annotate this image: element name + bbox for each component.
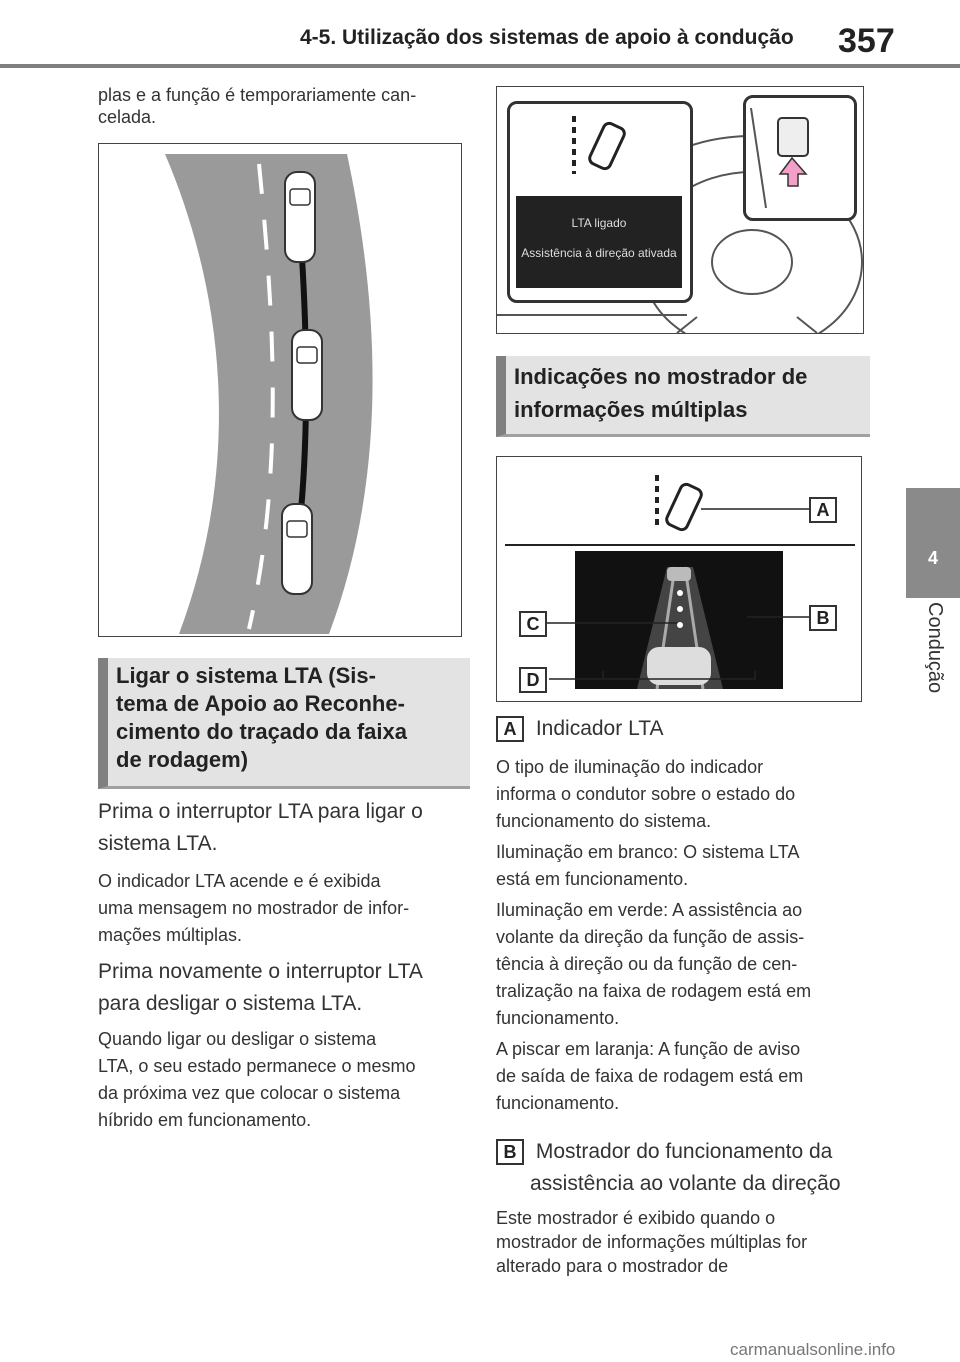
desc-line: mostrador de informações múltiplas for: [496, 1232, 808, 1252]
lta-indicator-icon: [510, 104, 690, 184]
step-line: Prima novamente o interruptor LTA: [98, 960, 423, 983]
desc-line: de saída de faixa de rodagem está em: [496, 1066, 804, 1086]
steering-wheel-illustration: [496, 86, 864, 334]
callout-b: B: [809, 605, 837, 631]
callout-a: A: [809, 497, 837, 523]
multi-info-display-drawing: [497, 457, 861, 701]
desc-line: tência à direção ou da função de cen-: [496, 954, 798, 974]
display-message-panel: [516, 196, 682, 288]
desc-line: A piscar em laranja: A função de aviso: [496, 1039, 801, 1059]
heading-line: informações múltiplas: [514, 397, 748, 422]
callout-c: C: [519, 611, 547, 637]
desc-line: está em funcionamento.: [496, 869, 689, 889]
watermark: carmanualsonline.info: [730, 1340, 896, 1359]
step-2: [98, 956, 423, 1020]
desc-line: O tipo de iluminação do indicador: [496, 757, 764, 777]
desc-line: tralização na faixa de rodagem está em: [496, 981, 812, 1001]
step-1-note: [98, 868, 409, 949]
callout-a-label: A: [496, 716, 524, 742]
note-line: mações múltiplas.: [98, 925, 243, 945]
item-a-title: Indicador LTA: [535, 717, 664, 740]
heading-line: cimento do traçado da faixa: [116, 719, 407, 744]
step-2-note: [98, 1026, 416, 1134]
desc-line: volante da direção da função de assis-: [496, 927, 805, 947]
note-line: da próxima vez que colocar o sistema: [98, 1083, 401, 1103]
heading-line: tema de Apoio ao Reconhe-: [116, 691, 405, 716]
car-icon: [292, 330, 322, 420]
item-b-description: [496, 1206, 807, 1278]
heading-line: de rodagem): [116, 747, 249, 772]
note-line: LTA, o seu estado permanece o mesmo: [98, 1056, 416, 1076]
note-line: híbrido em funcionamento.: [98, 1110, 312, 1130]
road-illustration: [98, 143, 462, 637]
intro-text: [98, 84, 416, 128]
chapter-tab: [906, 488, 960, 598]
note-line: O indicador LTA acende e é exibida: [98, 871, 381, 891]
item-b-title-line: assistência ao volante da direção: [530, 1172, 841, 1196]
note-line: uma mensagem no mostrador de infor-: [98, 898, 410, 918]
desc-line: funcionamento do sistema.: [496, 811, 712, 831]
car-icon: [285, 172, 315, 262]
step-1: [98, 796, 423, 860]
lta-switch-icon: [746, 98, 854, 218]
desc-line: Iluminação em branco: O sistema LTA: [496, 842, 800, 862]
step-line: Prima o interruptor LTA para ligar o: [98, 800, 423, 823]
intro-line: plas e a função é temporariamente can-: [98, 85, 417, 105]
section-heading-indications: [496, 356, 870, 437]
item-b-title-line: Mostrador do funcionamento da: [535, 1140, 833, 1164]
chapter-label: [916, 602, 950, 722]
display-message-line: Assistência à direção ativada: [521, 246, 677, 260]
heading-line: Indicações no mostrador de: [514, 364, 808, 389]
desc-line: alterado para o mostrador de: [496, 1256, 729, 1276]
desc-line: informa o condutor sobre o estado do: [496, 784, 796, 804]
display-message-line: LTA ligado: [571, 216, 627, 230]
step-line: sistema LTA.: [98, 832, 218, 855]
item-a-title-row: [496, 716, 663, 742]
desc-line: Iluminação em verde: A assistência ao: [496, 900, 803, 920]
desc-line: funcionamento.: [496, 1008, 620, 1028]
step-line: para desligar o sistema LTA.: [98, 992, 363, 1015]
desc-line: funcionamento.: [496, 1093, 620, 1113]
item-a-description: [496, 754, 811, 1117]
multi-info-display-illustration: [496, 456, 862, 702]
note-line: Quando ligar ou desligar o sistema: [98, 1029, 377, 1049]
section-heading-lta-on: [98, 658, 470, 789]
page-number: 357: [838, 22, 895, 60]
car-icon: [282, 504, 312, 594]
lane-centering-diagram: [99, 144, 461, 636]
chapter-number: 4: [927, 548, 938, 568]
header-rule: [0, 64, 960, 68]
display-inset: [507, 101, 693, 303]
heading-line: Ligar o sistema LTA (Sis-: [116, 663, 376, 688]
chapter-label-text: Condução: [924, 602, 946, 694]
section-title: 4-5. Utilização dos sistemas de apoio à condução: [300, 26, 794, 49]
callout-b-label: B: [496, 1139, 524, 1165]
switch-inset: [743, 95, 857, 221]
item-b-title-row: [496, 1136, 841, 1200]
desc-line: Este mostrador é exibido quando o: [496, 1208, 776, 1228]
intro-line: celada.: [98, 107, 157, 127]
callout-d: D: [519, 667, 547, 693]
